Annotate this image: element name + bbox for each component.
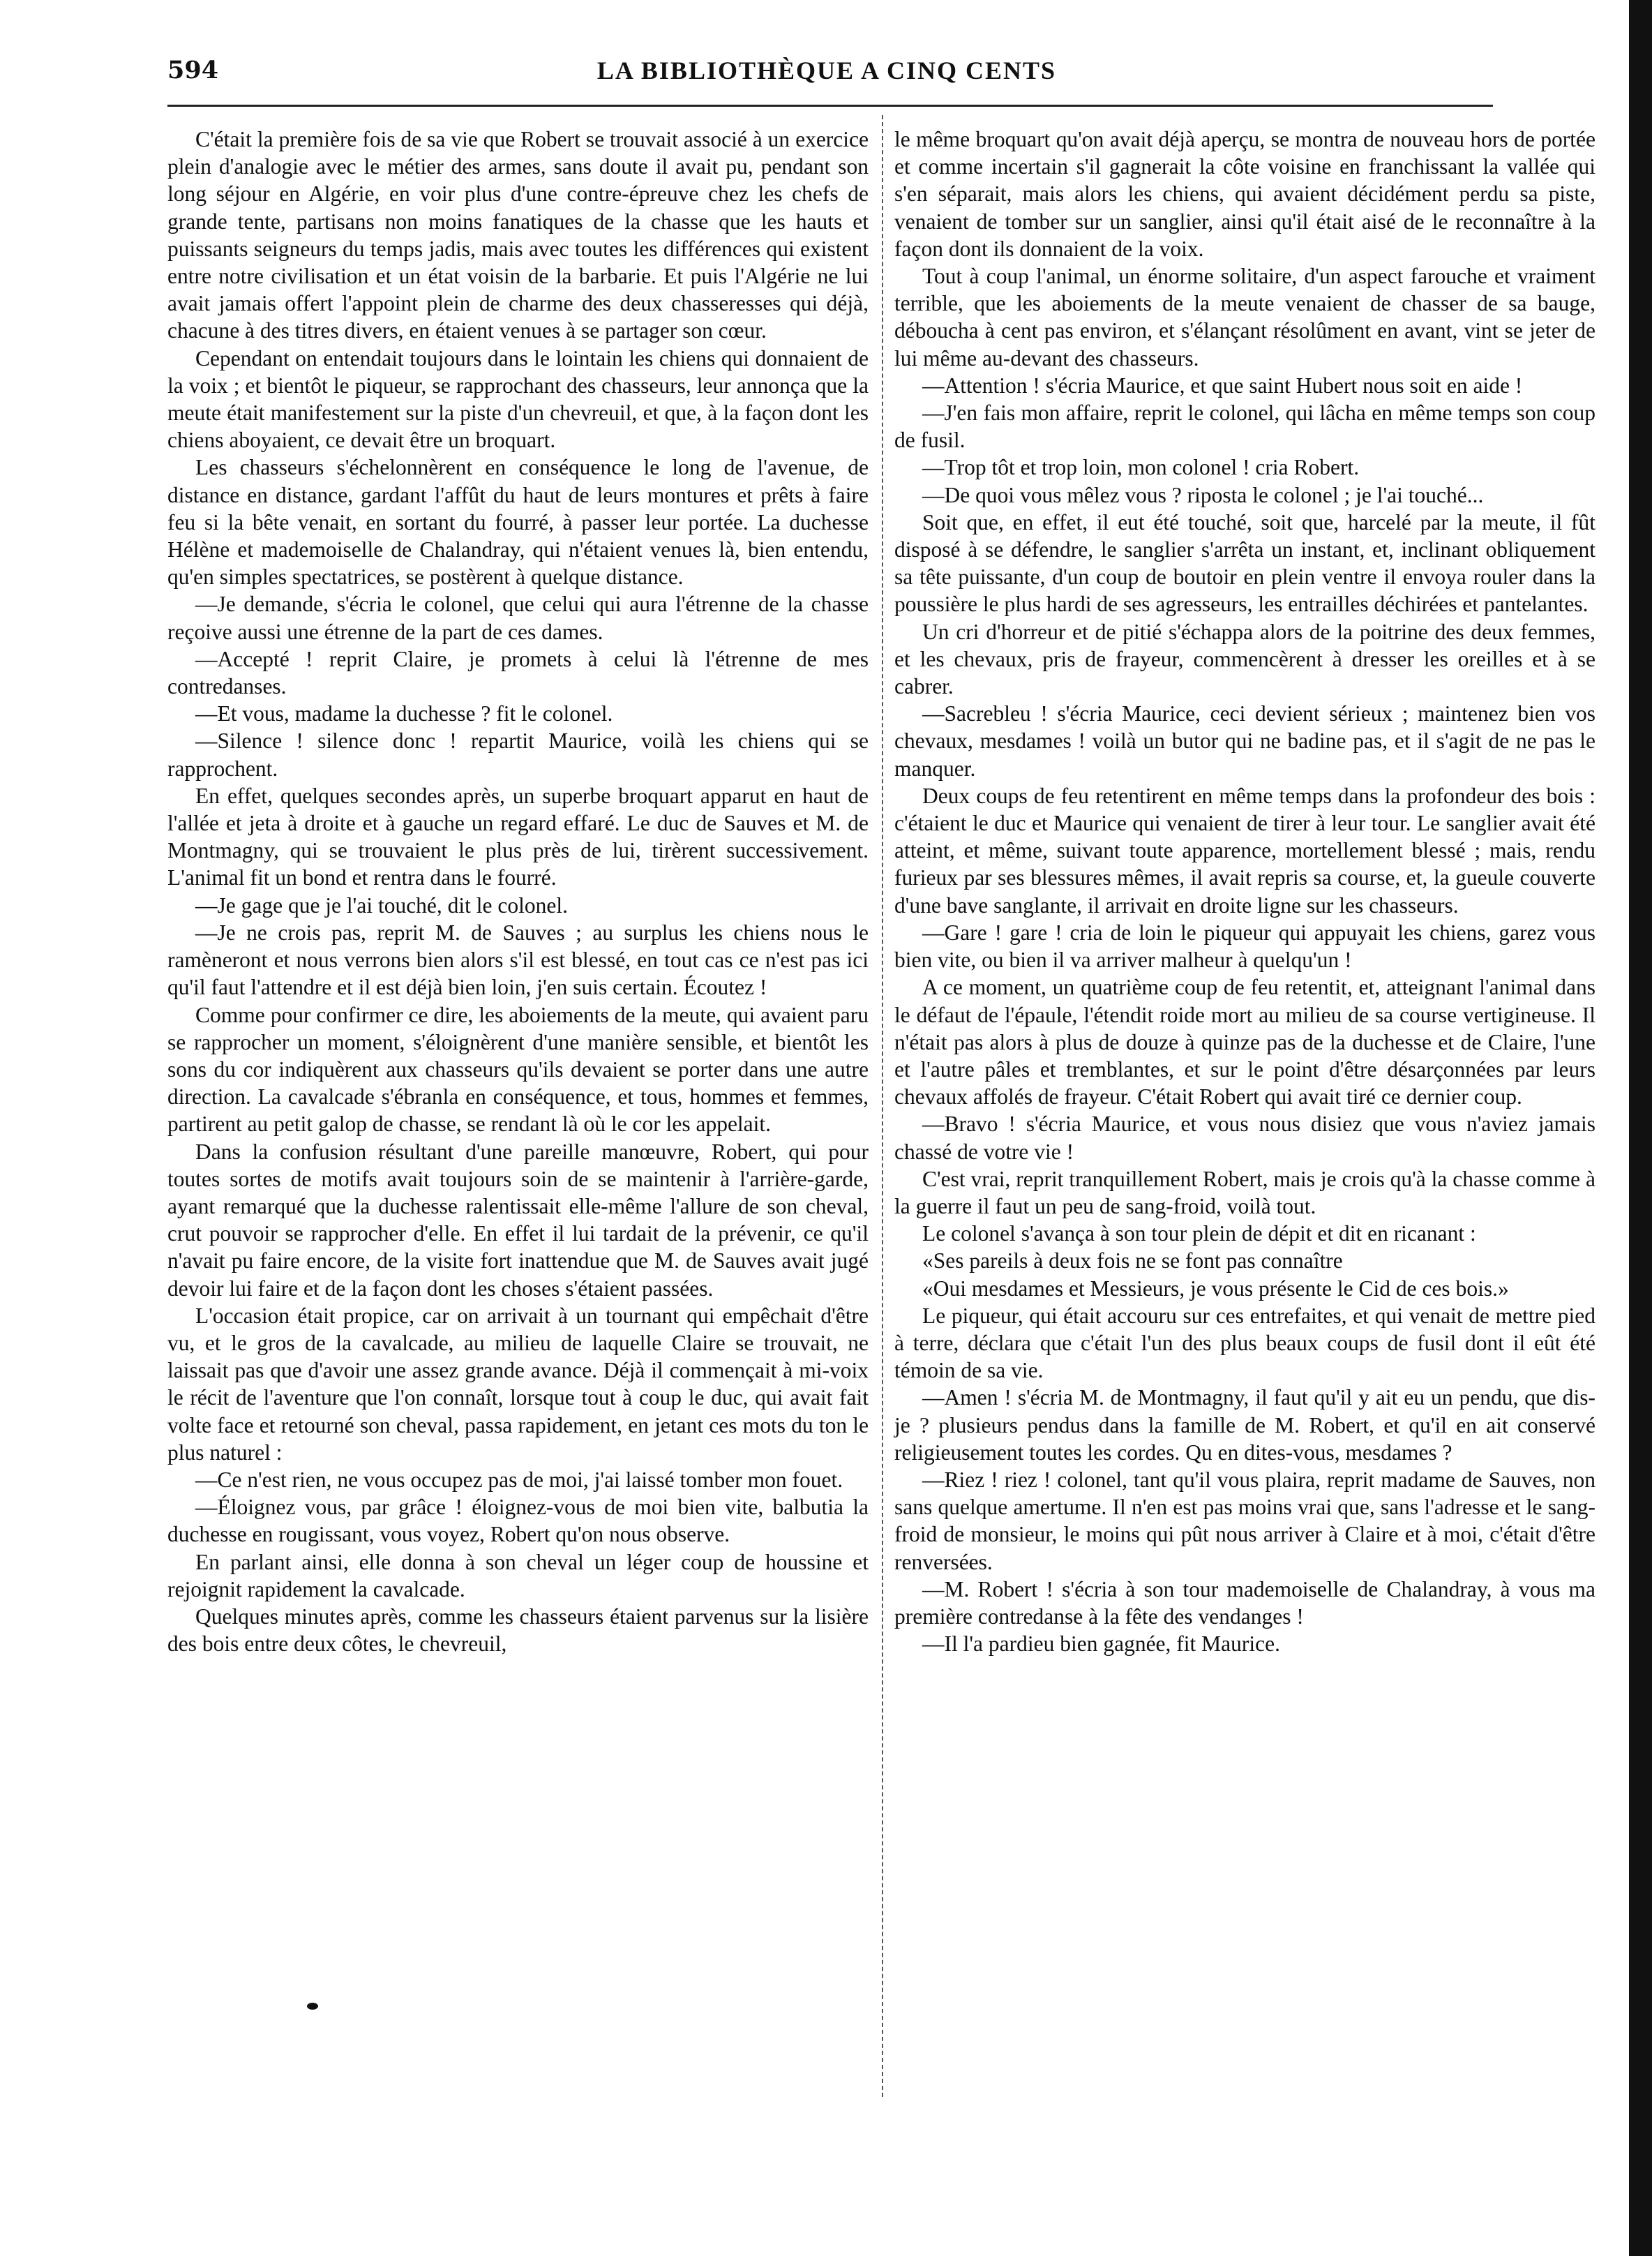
paragraph: Soit que, en effet, il eut été touché, soit que, harcelé par la meute, il fût disposé à se défendre, le sanglier s'arrêta un instant, et, inclinant obliquement sa tête puissante, d'un coup de boutoir en plein ventre il envoya rouler dans la poussière le plus hardi de ses agresseurs, les entrailles déchirées et pantelantes. xyxy=(894,509,1595,617)
paragraph: —Je gage que je l'ai touché, dit le colonel. xyxy=(195,892,568,918)
paragraph: C'était la première fois de sa vie que Robert se trouvait associé à un exercice plein d'analogie avec le métier des armes, sans doute il avait pu, pendant son long séjour en Algérie, en voir plus d'une contre-épreuve chez les chefs de grande tente, partisans non moins fanatiques de la chasse que les hauts et puissants seigneurs du temps jadis, mais avec toutes les différences qui existent entre notre civilisation et un état voisin de la barbarie. Et puis l'Algérie ne lui avait jamais offert l'appoint plein de charme des deux chasseresses qui déjà, chacune à des titres divers, en étaient venues à se partager son cœur. xyxy=(167,127,869,343)
paragraph: —Et vous, madame la duchesse ? fit le colonel. xyxy=(195,701,613,726)
paragraph: —Attention ! s'écria Maurice, et que saint Hubert nous soit en aide ! xyxy=(922,373,1523,398)
paragraph: —Ce n'est rien, ne vous occupez pas de moi, j'ai laissé tomber mon fouet. xyxy=(195,1467,843,1492)
paragraph: —Éloignez vous, par grâce ! éloignez-vous de moi bien vite, balbutia la duchesse en rougissant, vous voyez, Robert qu'on nous observe. xyxy=(167,1495,869,1547)
paragraph: —Il l'a pardieu bien gagnée, fit Maurice. xyxy=(922,1631,1280,1657)
page-header xyxy=(133,56,1521,98)
paragraph: C'est vrai, reprit tranquillement Robert, mais je crois qu'à la chasse comme à la guerre il faut un peu de sang-froid, voilà tout. xyxy=(894,1166,1595,1218)
ink-blot xyxy=(307,2003,318,2010)
paragraph: En parlant ainsi, elle donna à son cheval un léger coup de houssine et rejoignit rapidement la cavalcade. xyxy=(167,1549,869,1601)
paragraph: Un cri d'horreur et de pitié s'échappa alors de la poitrine des deux femmes, et les chevaux, pris de frayeur, commencèrent à dresser les oreilles et à se cabrer. xyxy=(894,619,1595,699)
header-rule xyxy=(167,105,1493,107)
paragraph: Cependant on entendait toujours dans le lointain les chiens qui donnaient de la voix ; et bientôt le piqueur, se rapprochant des chasseurs, leur annonça que la meute était manifestement sur la piste d'un chevreuil, et que, à la façon dont les chiens aboyaient, ce devait être un broquart. xyxy=(167,345,869,453)
left-column xyxy=(167,126,869,1657)
scan-edge-bar xyxy=(1629,0,1652,2256)
right-column xyxy=(894,126,1595,1657)
paragraph: —Riez ! riez ! colonel, tant qu'il vous plaira, reprit madame de Sauves, non sans quelque amertume. Il n'en est pas moins vrai que, sans l'adresse et le sang-froid de monsieur, le moins qui pût nous arriver à Claire et à moi, c'était d'être renversées. xyxy=(894,1467,1595,1574)
paragraph: —Amen ! s'écria M. de Montmagny, il faut qu'il y ait eu un pendu, que dis-je ? plusieurs pendus dans la famille de M. Robert, et qu'il en ait conservé religieusement toutes les cordes. Qu en dites-vous, mesdames ? xyxy=(894,1385,1595,1465)
paragraph: —Silence ! silence donc ! repartit Maurice, voilà les chiens qui se rapprochent. xyxy=(167,729,869,781)
paragraph: le même broquart qu'on avait déjà aperçu, se montra de nouveau hors de portée et comme incertain s'il gagnerait la côte voisine en franchissant la vallée qui s'en séparait, mais alors les chiens, qui avaient décidément perdu sa piste, venaient de tomber sur un sanglier, ainsi qu'il était aisé de le reconnaître à la façon dont ils donnaient de la voix. xyxy=(894,127,1595,261)
verse-line: «Ses pareils à deux fois ne se font pas connaître xyxy=(922,1248,1343,1273)
paragraph: A ce moment, un quatrième coup de feu retentit, et, atteignant l'animal dans le défaut de l'épaule, l'étendit roide mort au milieu de sa course vertigineuse. Il n'était pas alors à plus de douze à quinze pas de la duchesse et de Claire, l'une et l'autre pâles et tremblantes, et sur le point d'être désarçonnées par leurs chevaux affolés de frayeur. C'était Robert qui avait tiré ce dernier coup. xyxy=(894,975,1595,1110)
paragraph: —M. Robert ! s'écria à son tour mademoiselle de Chalandray, à vous ma première contredanse à la fête des vendanges ! xyxy=(894,1576,1595,1629)
paragraph: Deux coups de feu retentirent en même temps dans la profondeur des bois : c'étaient le duc et Maurice qui venaient de tirer à leur tour. Le sanglier avait été atteint, et même, suivant toute apparence, mortellement blessé ; mais, rendu furieux par ses blessures mêmes, il avait repris sa course, et, la gueule couverte d'une bave sanglante, il arrivait en droite ligne sur les chasseurs. xyxy=(894,783,1595,918)
paragraph: Dans la confusion résultant d'une pareille manœuvre, Robert, qui pour toutes sortes de motifs avait toujours soin de se maintenir à l'arrière-garde, ayant remarqué que la duchesse ralentissait elle-même l'allure de son cheval, crut pouvoir se rapprocher d'elle. En effet il lui tardait de la prévenir, ce qu'il n'avait pu faire encore, de la visite fort inattendue que M. de Sauves avait jugé devoir lui faire et de la façon dont les choses s'étaient passées. xyxy=(167,1139,869,1301)
page-number: 594 xyxy=(167,56,219,84)
paragraph: —Je ne crois pas, reprit M. de Sauves ; au surplus les chiens nous le ramèneront et nous verrons bien alors s'il est blessé, en tout cas ce n'est pas ici qu'il faut l'attendre et il est déjà bien loin, j'en suis certain. Écoutez ! xyxy=(167,920,869,1000)
paragraph: —De quoi vous mêlez vous ? riposta le colonel ; je l'ai touché... xyxy=(922,482,1484,507)
paragraph: —Bravo ! s'écria Maurice, et vous nous disiez que vous n'aviez jamais chassé de votre vie ! xyxy=(894,1112,1595,1164)
paragraph: Comme pour confirmer ce dire, les aboiements de la meute, qui avaient paru se rapprocher un moment, s'éloignèrent d'une manière sensible, et bientôt les sons du cor indiquèrent aux chasseurs qu'ils devaient se porter dans une autre direction. La cavalcade s'ébranla en conséquence, et tous, hommes et femmes, partirent au petit galop de chasse, se rendant là où le cor les appelait. xyxy=(167,1002,869,1137)
paragraph: —Accepté ! reprit Claire, je promets à celui là l'étrenne de mes contredanses. xyxy=(167,646,869,699)
paragraph: Quelques minutes après, comme les chasseurs étaient parvenus sur la lisière des bois entre deux côtes, le chevreuil, xyxy=(167,1604,869,1657)
paragraph: —Trop tôt et trop loin, mon colonel ! cria Robert. xyxy=(922,455,1360,480)
column-divider xyxy=(882,115,885,2097)
paragraph: —J'en fais mon affaire, reprit le colonel, qui lâcha en même temps son coup de fusil. xyxy=(894,401,1595,453)
paragraph: —Je demande, s'écria le colonel, que celui qui aura l'étrenne de la chasse reçoive aussi une étrenne de la part de ces dames. xyxy=(167,592,869,644)
verse-line: «Oui mesdames et Messieurs, je vous présente le Cid de ces bois.» xyxy=(922,1276,1509,1301)
paragraph: —Sacrebleu ! s'écria Maurice, ceci devient sérieux ; maintenez bien vos chevaux, mesdames ! voilà un butor qui ne badine pas, et il s'agit de ne pas le manquer. xyxy=(894,701,1595,781)
paragraph: Les chasseurs s'échelonnèrent en conséquence le long de l'avenue, de distance en distance, gardant l'affût du haut de leurs montures et prêts à faire feu si la bête venait, en sortant du fourré, à passer leur portée. La duchesse Hélène et mademoiselle de Chalandray, qui n'étaient venues là, bien entendu, qu'en simples spectatrices, se postèrent à quelque distance. xyxy=(167,455,869,590)
paragraph: Tout à coup l'animal, un énorme solitaire, d'un aspect farouche et vraiment terrible, que les aboiements de la meute venaient de chasser de sa bauge, déboucha à cent pas environ, et s'élançant résolûment en avant, vint se jeter de lui même au-devant des chasseurs. xyxy=(894,264,1595,371)
paragraph: —Gare ! gare ! cria de loin le piqueur qui appuyait les chiens, garez vous bien vite, ou bien il va arriver malheur à quelqu'un ! xyxy=(894,920,1595,973)
paragraph: En effet, quelques secondes après, un superbe broquart apparut en haut de l'allée et jeta à droite et à gauche un regard effaré. Le duc de Sauves et M. de Montmagny, qui se trouvaient le plus près de lui, tirèrent successivement. L'animal fit un bond et rentra dans le fourré. xyxy=(167,783,869,890)
paragraph: Le colonel s'avança à son tour plein de dépit et dit en ricanant : xyxy=(922,1221,1476,1246)
paragraph: Le piqueur, qui était accouru sur ces entrefaites, et qui venait de mettre pied à terre, déclara que c'était l'un des plus beaux coups de fusil dont il eût été témoin de sa vie. xyxy=(894,1303,1595,1383)
running-title: LA BIBLIOTHÈQUE A CINQ CENTS xyxy=(596,57,1057,84)
paragraph: L'occasion était propice, car on arrivait à un tournant qui empêchait d'être vu, et le gros de la cavalcade, au milieu de laquelle Claire se trouvait, ne laissait pas que d'avoir une assez grande avance. Déjà il commençait à mi-voix le récit de l'aventure que l'on connaît, lorsque tout à coup le duc, qui avait fait volte face et retourné son cheval, passa rapidement, en jetant ces mots du ton le plus naturel : xyxy=(167,1303,869,1465)
